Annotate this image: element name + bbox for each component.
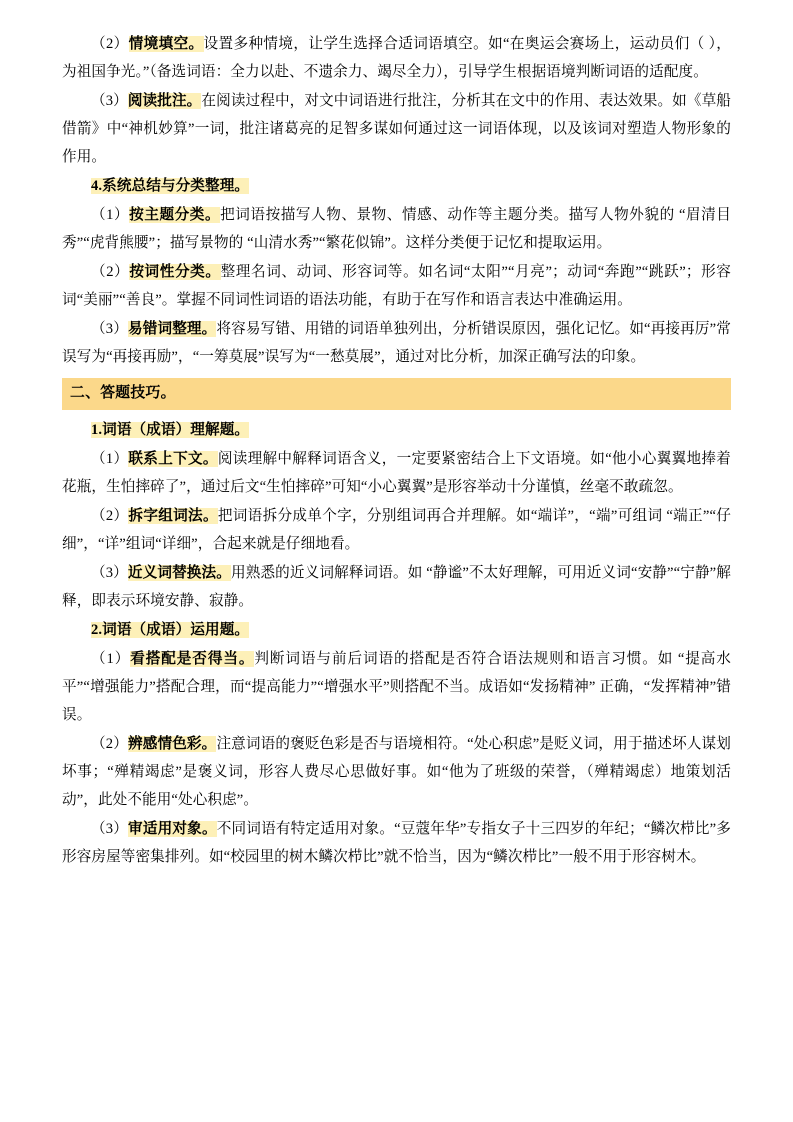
text-run: 设置多种情境，让学生选择合适词语填空。如“在奥运会赛场上，运动员们（ ），为祖国争光。”（备选词语：全力以赴、不遗余力、竭尽全力），引导学生根据语境判断词语的适配度。 — [62, 36, 731, 81]
highlighted-term: 近义词替换法。 — [127, 564, 231, 581]
paragraph — [62, 730, 731, 814]
section-banner: 二、答题技巧。 — [62, 378, 731, 409]
highlighted-term: 按词性分类。 — [129, 264, 221, 281]
highlighted-term: 2.词语（成语）运用题。 — [91, 621, 250, 638]
text-run: （1） — [91, 450, 129, 467]
text-run: 在阅读过程中，对文中词语进行批注，分析其在文中的作用、表达效果。如《草船借箭》中“神机妙算”一词，批注诸葛亮的足智多谋如何通过这一词语体现，以及该词对塑造人物形象的作用。 — [62, 93, 731, 166]
text-run: （3） — [91, 321, 128, 338]
highlighted-term: 按主题分类。 — [129, 207, 221, 224]
text-run: 整理名词、动词、形容词等。如名词“太阳”“月亮”；动词“奔跑”“跳跃”；形容词“美丽”“善良”。掌握不同词性词语的语法功能，有助于在写作和语言表达中准确运用。 — [62, 264, 731, 309]
paragraph — [62, 258, 731, 314]
paragraph — [62, 502, 731, 558]
text-run: （2） — [91, 36, 129, 52]
paragraph — [62, 30, 731, 86]
highlighted-term: 辨感情色彩。 — [127, 735, 217, 752]
paragraph — [62, 315, 731, 371]
paragraph — [62, 559, 731, 615]
paragraph — [62, 616, 731, 644]
highlighted-term: 4.系统总结与分类整理。 — [91, 178, 250, 195]
text-run: （3） — [91, 820, 129, 837]
text-run: （2） — [91, 735, 128, 752]
text-run: （1） — [91, 650, 131, 667]
highlighted-term: 联系上下文。 — [128, 450, 218, 467]
highlighted-term: 1.词语（成语）理解题。 — [91, 421, 250, 438]
text-run: （1） — [91, 207, 130, 224]
text-run: 将容易写错、用错的词语单独列出，分析错误原因，强化记忆。如“再接再厉”常误写为“再接再励”，“一筹莫展”误写为“一愁莫展”，通过对比分析，加深正确写法的印象。 — [62, 321, 731, 366]
paragraph — [62, 645, 731, 729]
text-run: 用熟悉的近义词解释词语。如 “静谧”不太好理解，可用近义词“安静”“宁静”解释，即表示环境安静、寂静。 — [62, 564, 731, 609]
text-run: （2） — [91, 264, 130, 281]
text-run: 不同词语有特定适用对象。“豆蔻年华”专指女子十三四岁的年纪；“鳞次栉比”多形容房屋等密集排列。如“校园里的树木鳞次栉比”就不恰当，因为“鳞次栉比”一般不用于形容树木。 — [62, 820, 731, 865]
text-run: （2） — [91, 507, 129, 524]
paragraph — [62, 815, 731, 871]
highlighted-term: 拆字组词法。 — [128, 507, 218, 524]
highlighted-term: 阅读批注。 — [127, 93, 202, 110]
paragraph — [62, 172, 731, 200]
text-run: 注意词语的褒贬色彩是否与语境相符。“处心积虑”是贬义词，用于描述坏人谋划坏事；“殚精竭虑”是褒义词，形容人费尽心思做好事。如“他为了班级的荣誉，（殚精竭虑）地策划活动”，此处不能用“处心积虑”。 — [62, 735, 731, 808]
text-run: 阅读理解中解释词语含义，一定要紧密结合上下文语境。如“他小心翼翼地捧着花瓶，生怕摔碎了”，通过后文“生怕摔碎”可知“小心翼翼”是形容举动十分谨慎，丝毫不敢疏忽。 — [62, 450, 731, 495]
text-run: 把词语拆分成单个字，分别组词再合并理解。如“端详”，“端”可组词 “端正”“仔细”，“详”组词“详细”，合起来就是仔细地看。 — [62, 507, 731, 552]
paragraph — [62, 87, 731, 171]
highlighted-term: 审适用对象。 — [128, 820, 217, 837]
paragraph — [62, 416, 731, 444]
paragraph — [62, 445, 731, 501]
text-run: （3） — [91, 564, 128, 581]
highlighted-term: 情境填空。 — [128, 36, 204, 52]
highlighted-term: 易错词整理。 — [127, 321, 217, 338]
highlighted-term: 看搭配是否得当。 — [130, 650, 255, 667]
text-run: 判断词语与前后词语的搭配是否符合语法规则和语言习惯。如 “提高水平”“增强能力”搭配合理，而“提高能力”“增强水平”则搭配不当。成语如“发扬精神” 正确，“发挥精神”错误。 — [62, 650, 731, 723]
text-run: 把词语按描写人物、景物、情感、动作等主题分类。描写人物外貌的 “眉清目秀”“虎背熊腰”；描写景物的 “山清水秀”“繁花似锦”。这样分类便于记忆和提取运用。 — [62, 207, 731, 252]
document-content — [62, 30, 731, 871]
paragraph — [62, 201, 731, 257]
text-run: （3） — [91, 93, 128, 110]
